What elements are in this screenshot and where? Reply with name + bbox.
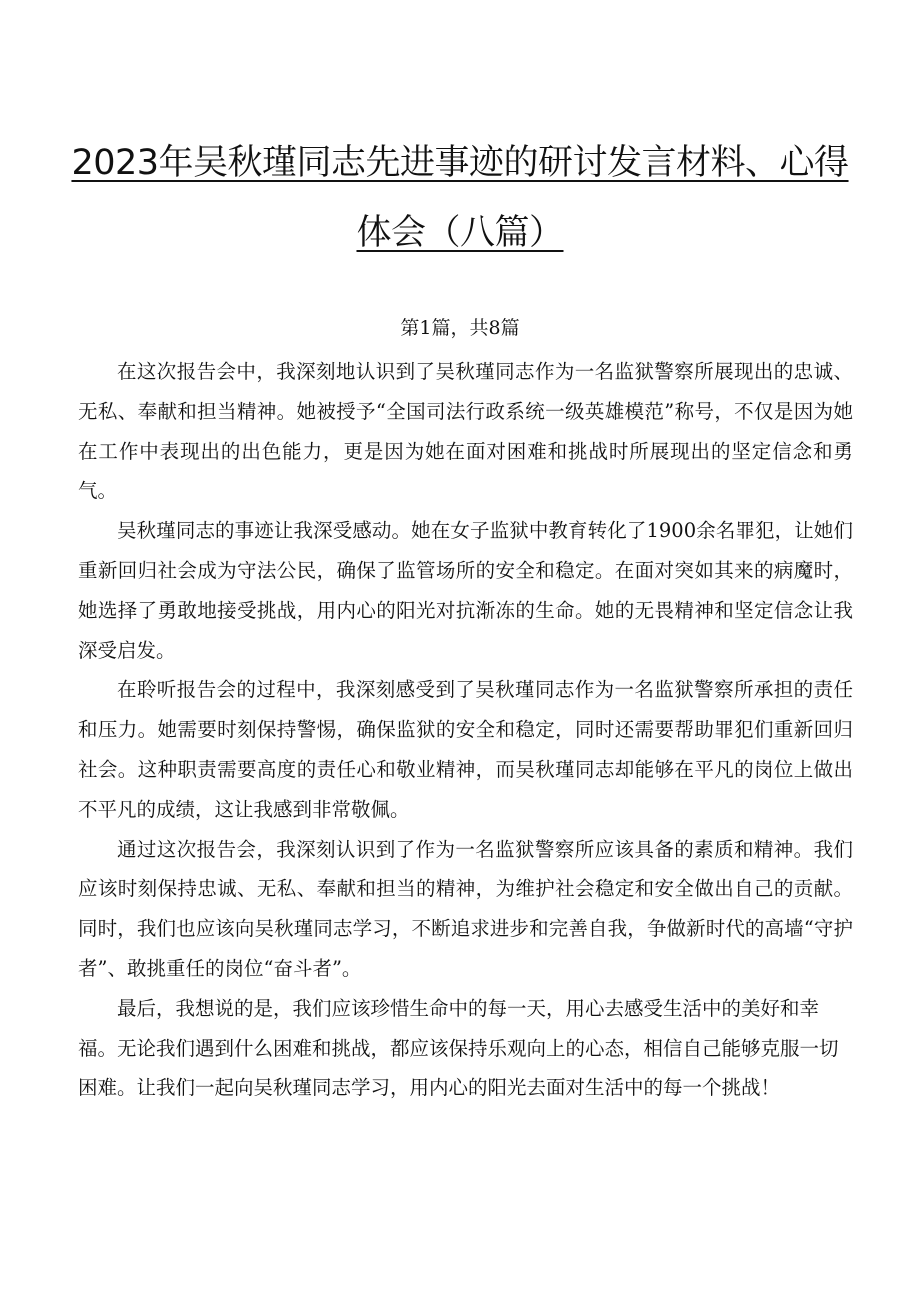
paragraph-3: 在聆听报告会的过程中，我深刻感受到了吴秋瑾同志作为一名监狱警察所承担的责任和压力。她需要时刻保持警惕，确保监狱的安全和稳定，同时还需要帮助罪犯们重新回归社会。这种职责需要高度的责任心和敬业精神，而吴秋瑾同志却能够在平凡的岗位上做出不平凡的成绩，这让我感到非常敬佩。 <box>78 678 853 821</box>
paragraph-5: 最后，我想说的是，我们应该珍惜生命中的每一天，用心去感受生活中的美好和幸福。无论我们遇到什么困难和挑战，都应该保持乐观向上的心态，相信自己能够克服一切困难。让我们一起向吴秋瑾同志学习，用内心的阳光去面对生活中的每一个挑战！ <box>78 996 839 1100</box>
paragraph-4: 通过这次报告会，我深刻认识到了作为一名监狱警察所应该具备的素质和精神。我们应该时刻保持忠诚、无私、奉献和担当的精神，为维护社会稳定和安全做出自己的贡献。同时，我们也应该向吴秋瑾同志学习，不断追求进步和完善自我，争做新时代的高墙“守护者”、敢挑重任的岗位“奋斗者”。 <box>78 837 853 980</box>
paragraph-1: 在这次报告会中，我深刻地认识到了吴秋瑾同志作为一名监狱警察所展现出的忠诚、无私、奉献和担当精神。她被授予“全国司法行政系统一级英雄模范”称号，不仅是因为她在工作中表现出的出色能力，更是因为她在面对困难和挑战时所展现出的坚定信念和勇气。 <box>78 360 853 503</box>
section-label: 第1篇，共8篇 <box>400 317 520 339</box>
document-title <box>70 128 850 268</box>
paragraph-2: 吴秋瑾同志的事迹让我深受感动。她在女子监狱中教育转化了1900余名罪犯，让她们重新回归社会成为守法公民，确保了监管场所的安全和稳定。在面对突如其来的病魔时，她选择了勇敢地接受挑战，用内心的阳光对抗渐冻的生命。她的无畏精神和坚定信念让我深受启发。 <box>78 519 853 662</box>
document-title-text: 2023年吴秋瑾同志先进事迹的研讨发言材料、心得体会（八篇） <box>71 143 849 253</box>
document-body <box>78 352 853 1108</box>
